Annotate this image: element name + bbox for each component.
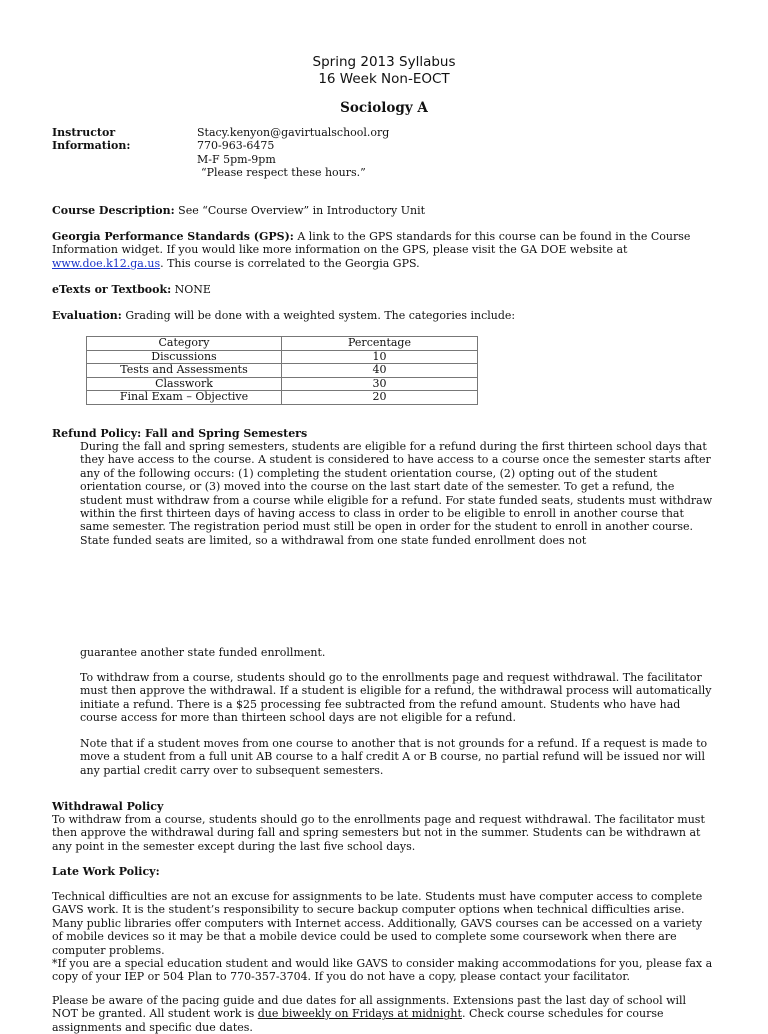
evaluation-text: Grading will be done with a weighted system. The categories include: <box>125 309 516 322</box>
table-cell-category: Discussions <box>87 350 282 364</box>
table-row <box>87 377 478 391</box>
refund-policy-paragraph-2: To withdraw from a course, students should go to the enrollments page and request withdrawal. The facilitator must then approve the withdrawal. If a student is eligible for a refund, the withdrawal process will automatically initiate a refund. There is a $25 processing fee subtracted from the refund amount. Students who have had course access for more than thirteen school days are not eligible for a refund. <box>80 671 712 725</box>
evaluation-label: Evaluation: <box>52 309 122 322</box>
evaluation-section <box>52 309 714 322</box>
etexts-section <box>52 283 714 296</box>
instructor-email[interactable]: Stacy.kenyon@gavirtualschool.org <box>197 126 390 139</box>
table-cell-category: Classwork <box>87 377 282 391</box>
grading-table <box>86 336 478 405</box>
etexts-label: eTexts or Textbook: <box>52 283 172 296</box>
late-work-paragraph-3 <box>52 994 714 1034</box>
refund-policy-paragraph-1-continued: guarantee another state funded enrollment. <box>80 646 326 659</box>
table-cell-percentage: 30 <box>282 377 478 391</box>
grading-table-header-category: Category <box>87 337 282 351</box>
table-row <box>87 364 478 378</box>
grading-table-header-percentage: Percentage <box>282 337 478 351</box>
refund-policy-heading-text: Refund Policy: Fall and Spring Semesters <box>52 427 308 440</box>
gps-section <box>52 230 714 270</box>
late-work-heading <box>52 865 714 878</box>
instructor-label <box>52 126 192 153</box>
gps-text: A link to the GPS standards for this course can be found in the Course Information widget. If you would like more information on the GPS, please visit the GA DOE website at <box>52 230 691 257</box>
refund-policy-paragraph-1: During the fall and spring semesters, students are eligible for a refund during the first thirteen school days that they have access to the course. A student is considered to have access to a course once the semester starts after any of the following occurs: (1) completing the student orientation course, (2) opting out of the student orientation course, or (3) moved into the course on the last start date of the semester. To get a refund, the student must withdraw from a course while eligible for a refund. For state funded seats, students must withdraw within the first thirteen days of having access to class in order to be eligible to enroll in another course that same semester. The registration period must still be open in order for the student to enroll in another course. State funded seats are limited, so a withdrawal from one state funded enrollment does not <box>80 440 713 547</box>
instructor-label-line1: Instructor <box>52 126 116 139</box>
course-description <box>52 204 714 217</box>
instructor-label-line2: Information: <box>52 139 131 153</box>
refund-policy-heading <box>52 427 714 440</box>
late-work-paragraph-2: *If you are a special education student and would like GAVS to consider making accommodations for you, please fax a copy of your IEP or 504 Plan to 770-357-3704. If you do not have a copy, please contact your facilitator. <box>52 957 713 984</box>
course-name: Sociology A <box>340 100 428 116</box>
instructor-note: “Please respect these hours.” <box>201 166 366 180</box>
table-cell-percentage: 40 <box>282 364 478 378</box>
due-date-emphasis: due biweekly on Fridays at midnight <box>257 1007 462 1021</box>
document-header <box>0 54 768 116</box>
withdrawal-policy-heading-text: Withdrawal Policy <box>52 800 164 813</box>
withdrawal-policy-heading <box>52 800 714 813</box>
instructor-phone: 770-963-6475 <box>197 139 275 153</box>
syllabus-subtitle: 16 Week Non-EOCT <box>318 71 450 87</box>
late-work-paragraph-3-part-a: Please be aware of the pacing guide and due dates for all assignments. Extensions past the last day of school will NOT be granted. All student work is <box>52 994 687 1021</box>
etexts-value: NONE <box>174 283 211 296</box>
withdrawal-policy-text: To withdraw from a course, students should go to the enrollments page and request withdrawal. The facilitator must then approve the withdrawal during fall and spring semesters but not in the summer. Students can be withdrawn at any point in the semester except during the last five school days. <box>52 813 705 853</box>
late-work-heading-text: Late Work Policy: <box>52 865 160 878</box>
instructor-hours: M-F 5pm-9pm <box>197 152 276 166</box>
gps-label: Georgia Performance Standards (GPS): <box>52 230 294 243</box>
grading-table-header-row <box>87 337 478 351</box>
table-row <box>87 350 478 364</box>
table-cell-percentage: 20 <box>282 391 478 405</box>
gps-text-after: . This course is correlated to the Georgia GPS. <box>160 256 420 270</box>
course-description-text: See “Course Overview” in Introductory Unit <box>178 204 426 217</box>
course-description-label: Course Description: <box>52 204 175 217</box>
syllabus-title: Spring 2013 Syllabus <box>312 54 456 70</box>
late-work-paragraph-3-part-b: . Check course schedules for course assignments and specific due dates. <box>52 1007 664 1034</box>
late-work-paragraph-1: Technical difficulties are not an excuse for assignments to be late. Students must have computer access to complete GAVS work. It is the student’s responsibility to secure backup computer options when technical difficulties arise. Many public libraries offer computers with Internet access. Additionally, GAVS courses can be accessed on a variety of mobile devices so it may be that a mobile device could be used to complete some coursework when there are computer problems. <box>52 890 703 957</box>
instructor-info <box>197 126 389 180</box>
table-cell-category: Final Exam – Objective <box>87 391 282 405</box>
table-row <box>87 391 478 405</box>
table-cell-percentage: 10 <box>282 350 478 364</box>
table-cell-category: Tests and Assessments <box>87 364 282 378</box>
doe-website-link[interactable]: www.doe.k12.ga.us <box>52 256 161 270</box>
refund-policy-paragraph-3: Note that if a student moves from one course to another that is not grounds for a refund. If a request is made to move a student from a full unit AB course to a half credit A or B course, no partial refund will be issued nor will any partial credit carry over to subsequent semesters. <box>80 737 708 777</box>
